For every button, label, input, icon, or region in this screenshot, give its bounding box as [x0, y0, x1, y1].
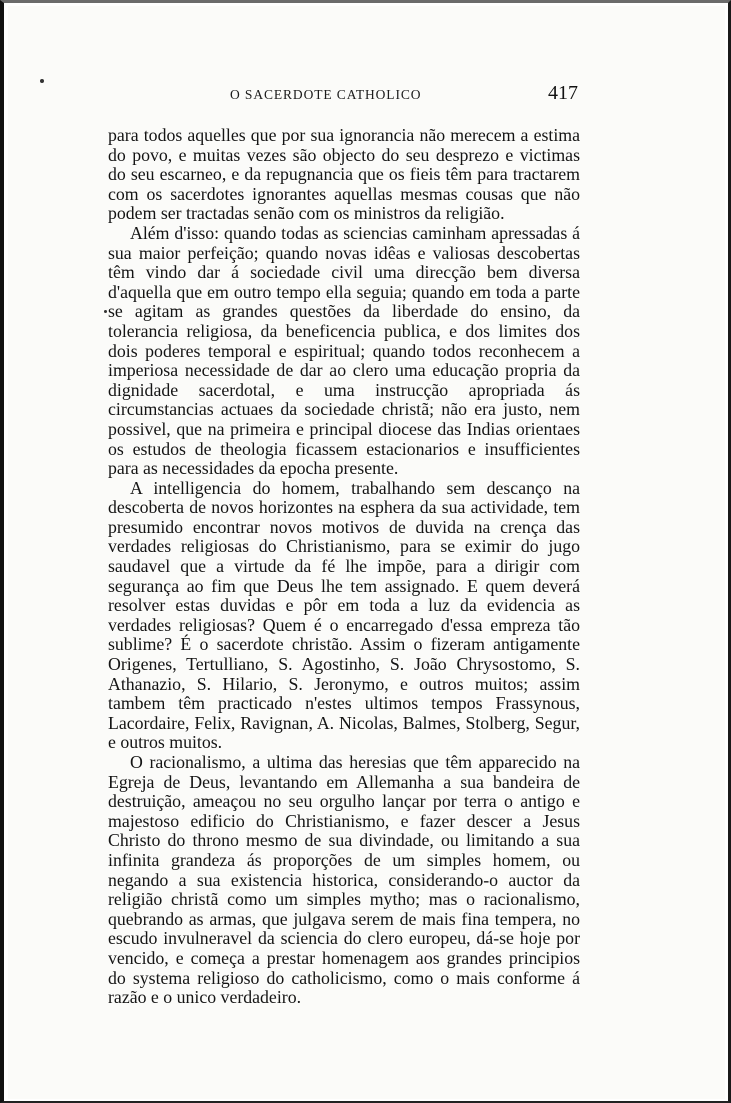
paragraph: Além d'isso: quando todas as sciencias caminham apressadas á sua maior perfeição; quando novas idêas e valiosas descobertas têm vindo dar á sociedade civil uma direcção bem diversa d'aquella que em outro tempo ella seguia; quando em toda a parte se agitam as grandes questões da liberdade do ensino, da tolerancia religiosa, da beneficencia publica, e dos limites dos dois poderes temporal e espiritual; quando todos reconhecem a imperiosa necessidade de dar ao clero uma educação propria da dignidade sacerdotal, e uma instrucção apropriada ás circumstancias actuaes da sociedade christã; não era justo, nem possivel, que na primeira e principal diocese das Indias orientaes os estudos de theologia ficassem estacionarios e insufficientes para as necessidades da epocha presente. — [108, 222, 580, 479]
page-header — [0, 84, 731, 108]
ink-speck — [104, 310, 107, 313]
page-number: 417 — [548, 82, 578, 104]
ink-speck — [40, 79, 44, 83]
body-text — [108, 126, 580, 1008]
paragraph: para todos aquelles que por sua ignorancia não merecem a estima do povo, e muitas vezes são objecto do seu desprezo e victimas do seu escarneo, e da repugnancia que os fieis têm para tractarem com os sacerdotes ignorantes aquellas mesmas cousas que não podem ser tractadas senão com os ministros da religião. — [108, 125, 580, 224]
paragraph: O racionalismo, a ultima das heresias que têm apparecido na Egreja de Deus, levantando em Allemanha a sua bandeira de destruição, ameaçou no seu orgulho lançar por terra o antigo e majestoso edificio do Christianismo, e fazer descer a Jesus Christo do throno mesmo de sua divindade, ou limitando a sua infinita grandeza ás proporções de um simples homem, ou negando a sua existencia historica, considerando-o auctor da religião christã como um simples mytho; mas o racionalismo, quebrando as armas, que julgava serem de mais fina tempera, no escudo invulneravel da sciencia do clero europeu, dá-se hoje por vencido, e começa a prestar homenagem aos grandes principios do systema religioso do catholicismo, como o mais conforme á razão e o unico verdadeiro. — [108, 752, 580, 1008]
running-title: O SACERDOTE CATHOLICO — [230, 87, 422, 102]
paragraph: A intelligencia do homem, trabalhando sem descanço na descoberta de novos horizontes na esphera da sua actividade, tem presumido encontrar novos motivos de duvida na crença das verdades religiosas do Christianismo, para se eximir do jugo saudavel que a virtude da fé lhe impõe, para a dirigir com segurança ao fim que Deus lhe tem assignado. E quem deverá resolver estas duvidas e pôr em toda a luz da evidencia as verdades religiosas? Quem é o encarregado d'essa empreza tão sublime? É o sacerdote christão. Assim o fizeram antigamente Origenes, Tertulliano, S. Agostinho, S. João Chrysostomo, S. Athanazio, S. Hilario, S. Jeronymo, e outros muitos; assim tambem têm practicado n'estes ultimos tempos Frassynous, Lacordaire, Felix, Ravignan, A. Nicolas, Balmes, Stolberg, Segur, e outros muitos. — [108, 477, 580, 753]
